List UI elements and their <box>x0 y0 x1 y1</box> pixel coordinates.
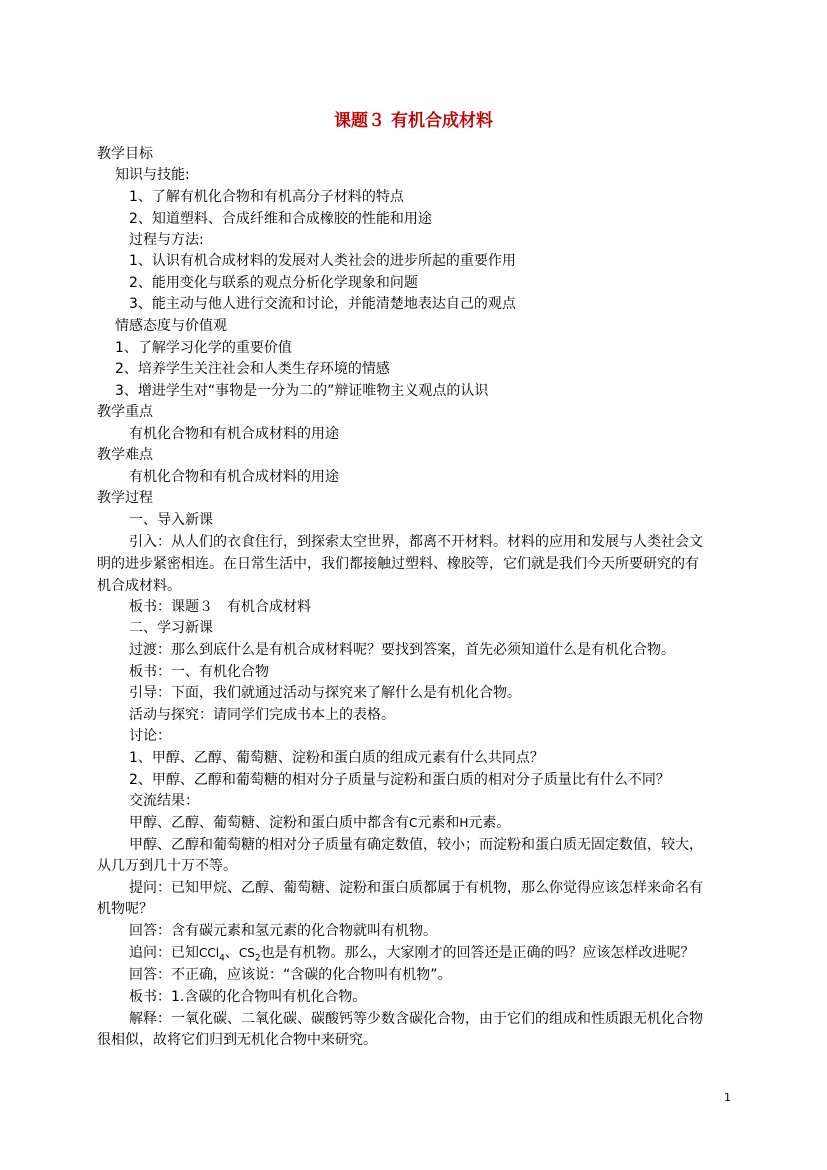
follow-up-part: 、 <box>224 945 239 961</box>
objectives-heading: 教学目标 <box>97 146 153 162</box>
emotion-heading: 情感态度与价值观 <box>115 318 227 334</box>
emotion-item: 3、增进学生对“事物是一分为二的”辩证唯物主义观点的认识 <box>115 383 489 399</box>
result-text: 甲醇、乙醇和葡萄糖的相对分子质量有确定数值，较小；而淀粉和蛋白质无固定数值，较大， <box>129 837 703 853</box>
key-point-text: 有机化合物和有机合成材料的用途 <box>129 426 339 442</box>
hydrogen-symbol: H <box>459 816 469 830</box>
emotion-item: 2、培养学生关注社会和人类生存环境的情感 <box>115 361 390 377</box>
new-lesson-heading: 二、学习新课 <box>129 620 213 636</box>
process-heading: 教学过程 <box>97 490 153 506</box>
board-text: 板书：1.含碳的化合物叫有机化合物。 <box>129 989 367 1005</box>
intro-heading: 一、导入新课 <box>129 512 213 528</box>
process-method-item: 2、能用变化与联系的观点分析化学现象和问题 <box>129 275 418 291</box>
cs2-formula-base: CS <box>238 946 255 960</box>
page-number: 1 <box>724 1091 731 1104</box>
intro-line: 引入：从人们的衣食住行，到探索太空世界，都离不开材料。材料的应用和发展与人类社会文 <box>129 534 703 550</box>
result-text-part: 元素和 <box>417 815 460 831</box>
knowledge-item: 1、了解有机化合物和有机高分子材料的特点 <box>129 189 404 205</box>
intro-line: 明的进步紧密相连。在日常生活中，我们都接触过塑料、橡胶等，它们就是我们今天所要研究的有 <box>97 556 699 572</box>
result-text-part: 甲醇、乙醇、葡萄糖、淀粉和蛋白质中都含有 <box>129 815 409 831</box>
ccl4-formula <box>199 946 225 964</box>
ccl4-formula-base: CCl <box>199 946 220 960</box>
key-point-heading: 教学重点 <box>97 404 153 420</box>
process-method-heading: 过程与方法: <box>129 232 204 248</box>
answer-text: 回答：不正确，应该说：“含碳的化合物叫有机物”。 <box>129 967 452 983</box>
knowledge-item: 2、知道塑料、合成纤维和合成橡胶的性能和用途 <box>129 211 432 227</box>
question-text: 机物呢？ <box>97 901 153 917</box>
carbon-symbol: C <box>409 816 418 830</box>
cs2-formula <box>238 946 261 964</box>
result-heading: 交流结果： <box>129 793 199 809</box>
knowledge-heading: 知识与技能: <box>115 167 190 183</box>
explain-text: 解释：一氧化碳、二氧化碳、碳酸钙等少数含碳化合物，由于它们的组成和性质跟无机化合物 <box>129 1011 703 1027</box>
explain-text: 很相似，故将它们归到无机化合物中来研究。 <box>97 1032 377 1048</box>
answer-text: 回答：含有碳元素和氢元素的化合物就叫有机物。 <box>129 923 437 939</box>
board-text: 板书：一、有机化合物 <box>129 664 269 680</box>
difficulty-heading: 教学难点 <box>97 447 153 463</box>
transition-text: 过渡：那么到底什么是有机合成材料呢？要找到答案，首先必须知道什么是有机化合物。 <box>129 642 675 658</box>
discussion-item: 1、甲醇、乙醇、葡萄糖、淀粉和蛋白质的组成元素有什么共同点？ <box>129 750 544 766</box>
follow-up-part: 也是有机物。那么，大家刚才的回答还是正确的吗？应该怎样改进呢？ <box>260 945 695 961</box>
discussion-item: 2、甲醇、乙醇和葡萄糖的相对分子质量与淀粉和蛋白质的相对分子质量比有什么不同？ <box>129 772 670 788</box>
emotion-item: 1、了解学习化学的重要价值 <box>115 340 292 356</box>
process-method-item: 3、能主动与他人进行交流和讨论，并能清楚地表达自己的观点 <box>129 296 516 312</box>
cs2-subscript: 2 <box>254 953 261 964</box>
result-text <box>129 814 510 832</box>
board-text: 板书：课题３ 有机合成材料 <box>129 599 311 615</box>
result-text-part: 元素。 <box>468 815 511 831</box>
ccl4-subscript: 4 <box>219 953 225 964</box>
difficulty-text: 有机化合物和有机合成材料的用途 <box>129 469 339 485</box>
follow-up-part: 追问：已知 <box>129 945 199 961</box>
guide-text: 引导：下面，我们就通过活动与探究来了解什么是有机化合物。 <box>129 685 521 701</box>
activity-text: 活动与探究：请同学们完成书本上的表格。 <box>129 707 395 723</box>
follow-up-text <box>129 944 695 967</box>
process-method-item: 1、认识有机合成材料的发展对人类社会的进步所起的重要作用 <box>129 253 516 269</box>
intro-line: 机合成材料。 <box>97 578 181 594</box>
page-title: 课题３ 有机合成材料 <box>334 111 493 131</box>
result-text: 从几万到几十万不等。 <box>97 858 237 874</box>
discussion-heading: 讨论： <box>129 728 171 744</box>
question-text: 提问：已知甲烷、乙醇、葡萄糖、淀粉和蛋白质都属于有机物，那么你觉得应该怎样来命名有 <box>129 880 703 896</box>
